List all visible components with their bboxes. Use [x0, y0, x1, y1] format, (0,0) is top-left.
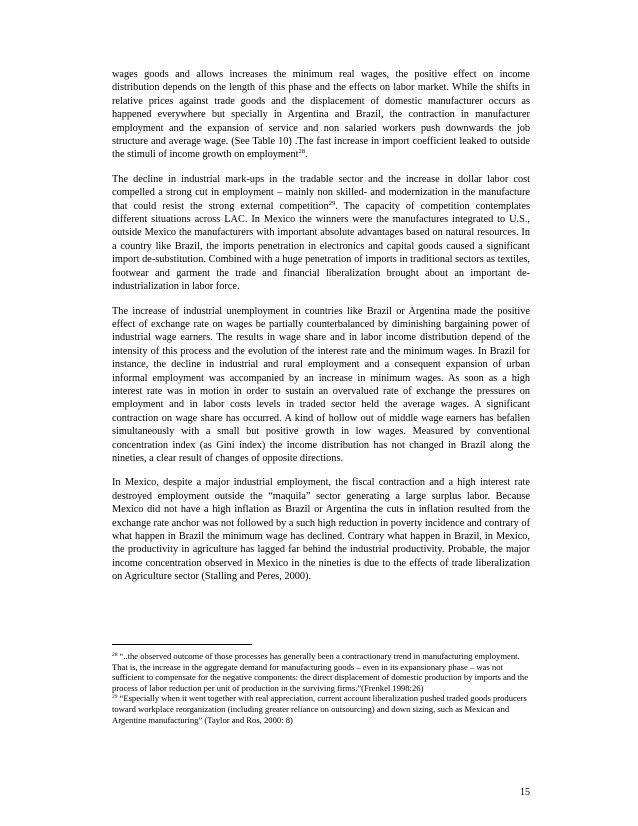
paragraph-1-text: wages goods and allows increases the minimum real wages, the positive effect on income distribution depends on the length of this phase and the effects on labor market. While the shifts in relative prices against trade goods and the displacement of domestic manufacturer occurs as happened everywhere but specially in Argentina and Brazil, the contraction in manufacturer employment and the expansion of service and non salaried workers push downwards the job structure and average wage. (See Table 10) .The fast increase in import coefficient leaked to outside the stimuli of income growth on employment: [112, 69, 530, 161]
paragraph-1: [112, 68, 530, 162]
paragraph-4: In Mexico, despite a major industrial employment, the fiscal contraction and a high interest rate destroyed employment outside the “maquila” sector generating a large surplus labor. Because Mexico did not have a high inflation as Brazil or Argentina the cuts in inflation resulted from the exchange rate anchor was not followed by a such high reduction in poverty incidence and contrary of what happen in Brazil the minimum wage has declined. Contrary what happen in Brazil, in Mexico, the productivity in agriculture has lagged far behind the industrial productivity. Probable, the major income concentration observed in Mexico in the nineties is due to the effects of trade liberalization on Agriculture sector (Stalling and Peres, 2000).: [112, 477, 530, 583]
paragraph-1-end: .: [304, 149, 308, 161]
footnotes: [112, 651, 530, 725]
footnote-28-number: 28: [112, 652, 118, 658]
footnote-28: [112, 651, 530, 693]
body-text: [112, 68, 530, 595]
page-number: 15: [520, 787, 530, 798]
footnote-29-text: “Especially when it went together with real appreciation, current account liberalization pushed traded goods producers toward workplace reorganization (including greater reliance on outsourcing) and down sizing, such as Mexican and Argentine manufacturing” (Taylor and Ros, 2000: 8): [112, 693, 527, 725]
paragraph-2: [112, 173, 530, 294]
footnote-ref-28: 28: [298, 148, 305, 156]
footnote-28-text: “..the observed outcome of those processes has generally been a contractionary trend in manufacturing employment. That is, the increase in the aggregate demand for manufacturing goods – even in its expansionary phase – was not sufficient to compensate for the negative components: the direct displacement of domestic production by imports and the process of labor reduction per unit of production in the surviving firms.”(Frenkel 1998:26): [112, 651, 529, 693]
paragraph-2-text-end: . The capacity of competition contemplates different situations across LAC. In Mexico the winners were the manufactures integrated to U.S., outside Mexico the manufacturers with important absolute advantages based on natural resources. In a country like Brazil, the imports penetration in electronics and capital goods caused a significant import de-substitution. Combined with a huge penetration of imports in traditional sectors as textiles, footwear and garment the trade and financial liberalization brought about an important de-industrialization in labor force.: [112, 200, 530, 293]
footnote-ref-29: 29: [328, 199, 336, 207]
footnote-separator: [112, 644, 252, 645]
paragraph-2-text-start: The decline in industrial mark-ups in the tradable sector and the increase in dollar labor cost compelled a strong cut in employment – mainly non skilled- and modernization in the manufacture that could resist the strong external competition: [112, 173, 530, 212]
footnote-29: [112, 693, 530, 725]
paragraph-3: The increase of industrial unemployment in countries like Brazil or Argentina made the positive effect of exchange rate on wages be partially counterbalanced by diminishing bargaining power of industrial wage earners. The results in wage share and in labor income distribution depend of the intensity of this process and the evolution of the interest rate and the minimum wages. In Brazil for instance, the decline in industrial and rural employment and a consequent expansion of urban informal employment was accompanied by an increase in minimum wages. As soon as a high interest rate was in motion in order to sustain an overvalued rate of exchange the pressures on employment and in labor costs levels in traded sector held the average wages. A significant contraction on wage share has occurred. A kind of hollow out of middle wage earners has befallen simultaneously with a small but positive growth in low wages. Measured by conventional concentration index (as Gini index) the income distribution has not changed in Brazil along the nineties, a clear result of changes of opposite directions.: [112, 305, 530, 464]
footnote-29-number: 29: [112, 694, 118, 701]
